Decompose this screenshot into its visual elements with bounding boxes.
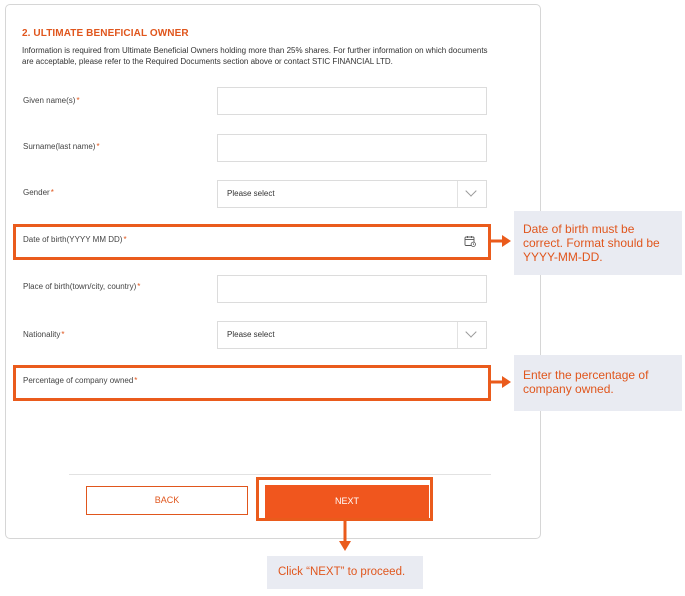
nationality-select[interactable]	[217, 321, 487, 349]
dob-callout: Date of birth must be correct. Format should be YYYY-MM-DD.	[514, 211, 682, 275]
given-names-label: Given name(s)*	[23, 96, 80, 105]
required-mark: *	[96, 142, 100, 151]
place-of-birth-label: Place of birth(town/city, country)*	[23, 282, 141, 291]
percentage-callout: Enter the percentage of company owned.	[514, 355, 682, 411]
gender-select[interactable]	[217, 180, 487, 208]
gender-dropdown-toggle[interactable]	[457, 181, 486, 207]
form-card	[5, 4, 541, 539]
given-names-input[interactable]	[217, 87, 487, 115]
percentage-highlight	[13, 365, 491, 401]
required-mark: *	[61, 330, 65, 339]
gender-label: Gender*	[23, 188, 54, 197]
next-button[interactable]: NEXT	[265, 485, 429, 518]
footer-divider	[69, 474, 491, 475]
chevron-down-icon	[465, 185, 476, 196]
arrow-right-icon	[490, 235, 512, 247]
required-mark: *	[137, 282, 141, 291]
next-highlight	[256, 477, 433, 521]
place-of-birth-input[interactable]	[217, 275, 487, 303]
dob-highlight	[13, 224, 491, 260]
back-button[interactable]: BACK	[86, 486, 248, 515]
chevron-down-icon	[465, 326, 476, 337]
section-intro: Information is required from Ultimate Beneficial Owners holding more than 25% shares. For further information on which documents are acceptable, please refer to the Required Documents section above or contact STIC FINANCIAL LTD.	[22, 46, 488, 66]
required-mark: *	[123, 235, 127, 244]
nationality-label: Nationality*	[23, 330, 65, 339]
surname-label: Surname(last name)*	[23, 142, 100, 151]
section-title: 2. ULTIMATE BENEFICIAL OWNER	[22, 28, 189, 39]
arrow-down-icon	[338, 520, 352, 552]
nationality-select-value: Please select	[227, 330, 275, 339]
required-mark: *	[134, 376, 138, 385]
nationality-dropdown-toggle[interactable]	[457, 322, 486, 348]
arrow-right-icon	[490, 376, 512, 388]
gender-select-value: Please select	[227, 189, 275, 198]
dob-label: Date of birth(YYYY MM DD)*	[23, 235, 127, 244]
required-mark: *	[76, 96, 80, 105]
percentage-label: Percentage of company owned*	[23, 376, 138, 385]
next-callout: Click “NEXT” to proceed.	[267, 556, 423, 589]
surname-input[interactable]	[217, 134, 487, 162]
required-mark: *	[50, 188, 54, 197]
